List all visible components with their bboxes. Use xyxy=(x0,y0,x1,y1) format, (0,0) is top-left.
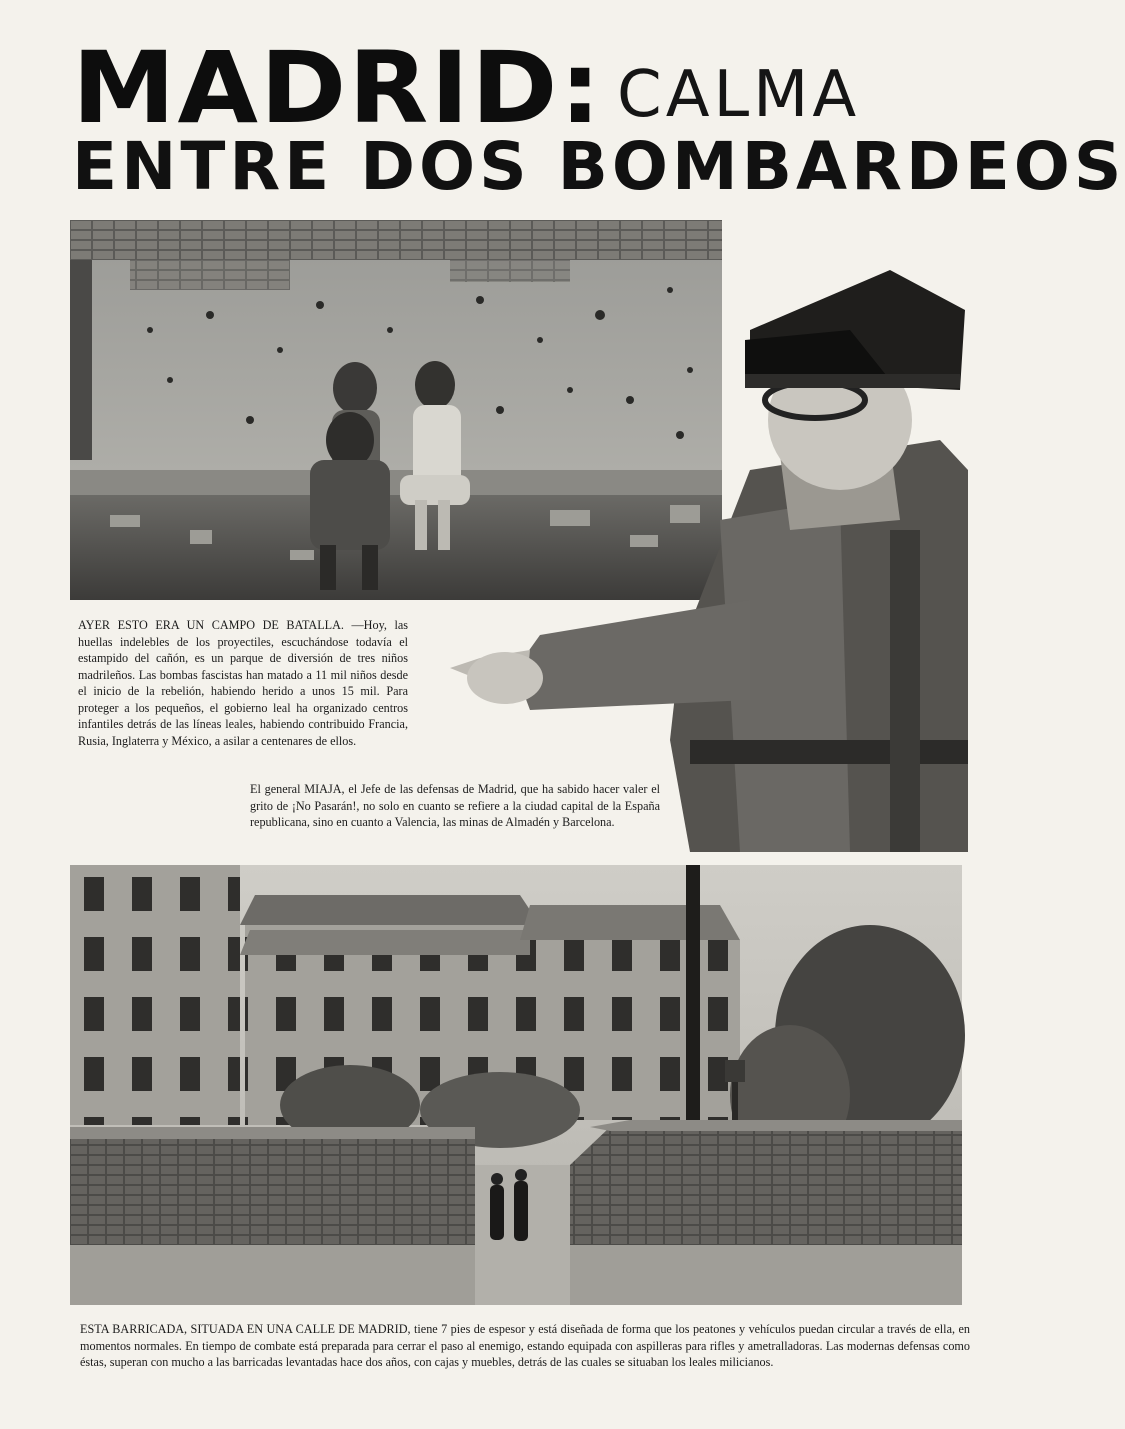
headline-line-2: ENTRE DOS BOMBARDEOS xyxy=(72,128,1125,205)
photo-barricade-street xyxy=(70,865,962,1305)
headline-line-1 xyxy=(72,30,861,146)
caption-barricade-body: tiene 7 pies de espesor y está diseñada de forma que los peatones y vehículos puedan circular a través de ella, en momentos normales. En tiempo de combate está preparada para cerrar el paso al enemigo, estando equipada con aspilleras para rifles y ametralladoras. Las modernas defensas como éstas, superan con mucho a las barricadas levantadas hace dos años, con cajas y muebles, detrás de las cuales se situaban los leales milicianos. xyxy=(80,1322,970,1369)
caption-barricade-lead: ESTA BARRICADA, SITUADA EN UNA CALLE DE MADRID, xyxy=(80,1322,411,1336)
caption-barricade xyxy=(80,1321,970,1371)
headline-colon: : xyxy=(559,30,604,146)
caption-general: El general MIAJA, el Jefe de las defensas de Madrid, que ha sabido hacer valer el grito de ¡No Pasarán!, no solo en cuanto se refiere a la ciudad capital de la España republicana, sino en cuanto a Valencia, las minas de Almadén y Barcelona. xyxy=(250,782,660,829)
caption-children-lead: AYER ESTO ERA UN CAMPO DE BATALLA. xyxy=(78,618,344,632)
photo-general-miaja xyxy=(420,270,968,852)
caption-children-body: —Hoy, las huellas indelebles de los proyectiles, escuchándose todavía el estampido del cañón, es un parque de diversión de tres niños madrileños. Las bombas fascistas han matado a 11 mil niños desde el inicio de la rebelión, habiendo herido a unos 15 mil. Para proteger a los pequeños, el gobierno leal ha organizado centros infantiles detrás de las líneas leales, habiendo contribuido Francia, Rusia, Inglaterra y México, a asilar a centenares de ellos. xyxy=(78,618,408,748)
general-miaja-image xyxy=(420,270,968,852)
caption-children xyxy=(78,617,408,749)
headline-calma: CALMA xyxy=(617,58,861,132)
headline-madrid: MADRID xyxy=(72,30,560,146)
barricade-street-image xyxy=(70,865,962,1305)
headline xyxy=(72,30,1125,205)
